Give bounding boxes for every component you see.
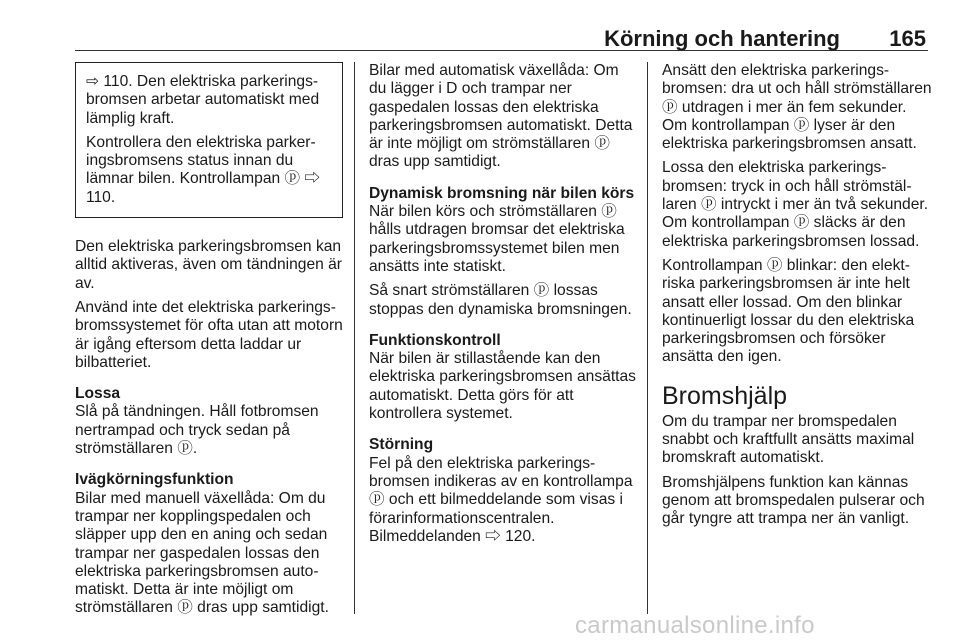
column-3 — [662, 62, 932, 535]
paragraph: När bilen är stillastående kan den elektriska parkeringsbromsen ansättas automatiskt. Detta görs för att kontrollera systemet. — [369, 350, 636, 423]
watermark: carmanualsonline.info — [575, 612, 815, 639]
subheading-storning: Störning — [369, 436, 434, 454]
subheading-funktionskontroll: Funktionskontroll — [369, 331, 501, 349]
paragraph: När bilen körs och strömställaren ⓟ hålls utdragen bromsar det elektriska parkeringsbromssystemet bilen men ansätts inte statiskt. — [369, 203, 625, 275]
section-heading-bromshjalp: Bromshjälp — [662, 381, 788, 410]
note-paragraph: Kontrollera den elektriska parkeringsbromsens status innan du lämnar bilen. Kontrollampan ⓟ ⇨ 110. — [86, 133, 321, 206]
column-divider — [647, 62, 648, 614]
subheading-lossa: Lossa — [75, 385, 121, 403]
paragraph: Bilar med manuell växellåda: Om du trampar ner kopplingspedalen och släpper upp den en aning och sedan trampar ner gaspedalen lossas den elektriska parkeringsbromsen automatiskt. Detta är inte möjligt om strömställaren ⓟ dras upp samtidigt. — [75, 489, 329, 617]
page-title: Körning och hantering — [604, 26, 840, 51]
page-number: 165 — [889, 26, 926, 51]
column-1 — [75, 62, 343, 624]
subheading-dynamisk: Dynamisk bromsning när bilen körs — [369, 184, 635, 202]
paragraph: Ansätt den elektriska parkeringsbromsen: dra ut och håll strömställaren ⓟ utdragen i mer än fem sekunder. Om kontrollampan ⓟ lyser är den elektriska parkeringsbromsen ansatt. — [662, 62, 932, 153]
paragraph: Bromshjälpens funktion kan kännas genom att bromspedalen pulserar och går tyngre att trampa ner än vanligt. — [662, 473, 925, 528]
note-box — [75, 62, 343, 218]
page-header — [75, 14, 928, 51]
paragraph: Kontrollampan ⓟ blinkar: den elektriska parkeringsbromsen är inte helt ansatt eller lossad. Om den blinkar kontinuerligt lossar du den elektriska parkeringsbromsen och försöker ansätta den igen. — [662, 256, 915, 366]
note-paragraph: ⇨ 110. Den elektriska parkeringsbromsen arbetar automatiskt med lämplig kraft. — [86, 73, 320, 127]
paragraph: Använd inte det elektriska parkeringsbromssystemet för ofta utan att motorn är igång eftersom detta laddar ur bilbatteriet. — [75, 298, 343, 371]
column-divider — [354, 62, 355, 614]
paragraph: Lossa den elektriska parkeringsbromsen: tryck in och håll strömställaren ⓟ intryckt i mer än två sekunder. Om kontrollampan ⓟ släcks är den elektriska parkeringsbromsen lossad. — [662, 159, 929, 250]
paragraph: Så snart strömställaren ⓟ lossas stoppas den dynamiska bromsningen. — [369, 282, 632, 318]
paragraph: Den elektriska parkeringsbromsen kan alltid aktiveras, även om tändningen är av. — [75, 238, 342, 292]
paragraph: Slå på tändningen. Håll fotbromsen nertrampad och tryck sedan på strömställaren ⓟ. — [75, 403, 319, 458]
paragraph: Fel på den elektriska parkeringsbromsen indikeras av en kontrollampa ⓟ och ett bilmeddelande som visas i förarinformationscentralen. Bilmeddelanden ⇨ 120. — [369, 454, 633, 545]
column-2 — [369, 62, 637, 552]
paragraph: Om du trampar ner bromspedalen snabbt och kraftfullt ansätts maximal bromskraft automatiskt. — [662, 412, 915, 467]
paragraph: Bilar med automatisk växellåda: Om du lägger i D och trampar ner gaspedalen lossas den elektriska parkeringsbromsen automatiskt. Detta är inte möjligt om strömställaren ⓟ dras upp samtidigt. — [369, 62, 633, 171]
subheading-ivagkorning: Ivägkörningsfunktion — [75, 471, 234, 489]
